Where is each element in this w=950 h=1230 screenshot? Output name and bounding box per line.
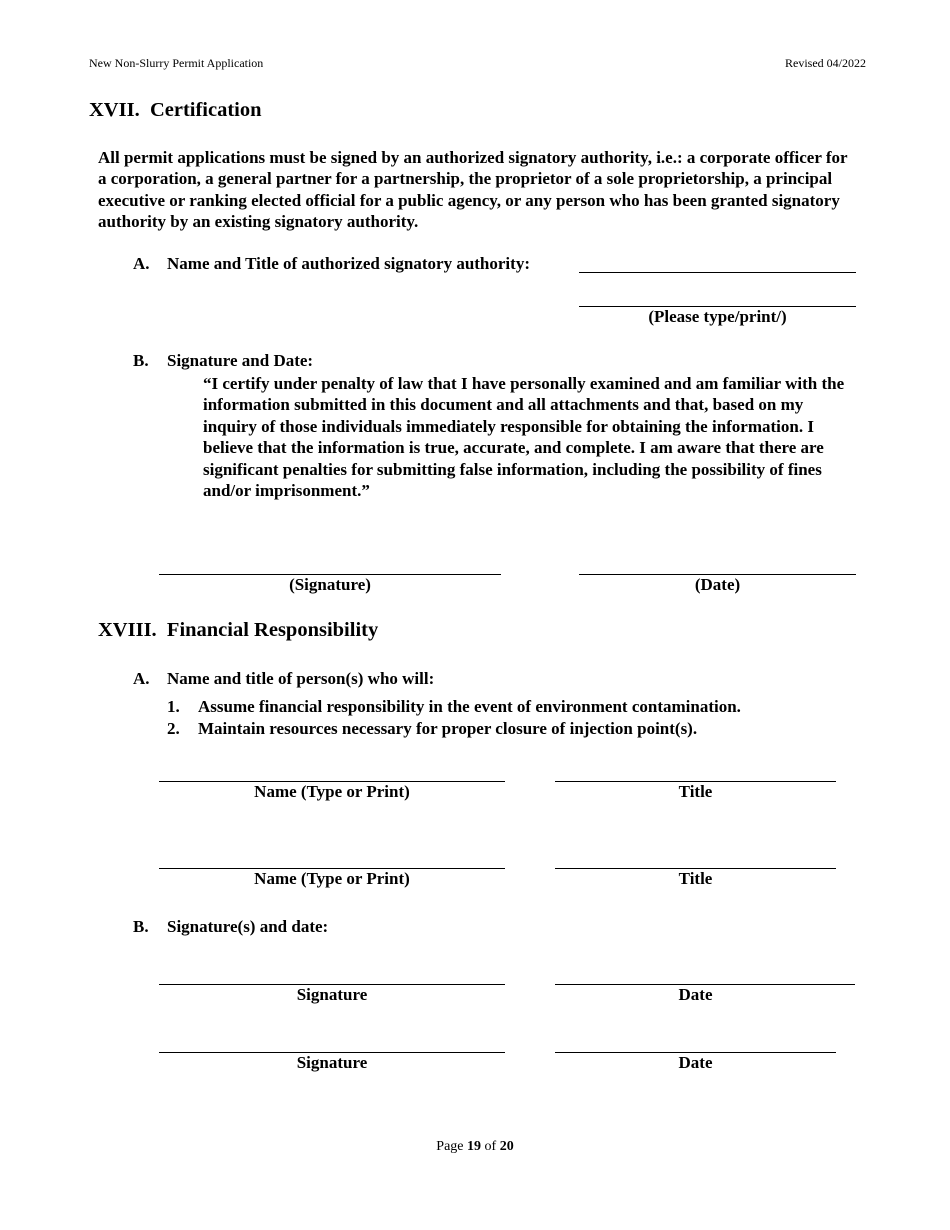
- cert-item-a-marker: A.: [133, 254, 150, 273]
- page-number: [0, 1139, 950, 1155]
- fin-title-label: Title: [678, 869, 713, 888]
- page-of: of: [484, 1139, 497, 1154]
- signatory-name-line[interactable]: [579, 272, 856, 273]
- cert-date-label: (Date): [694, 575, 741, 594]
- fin-item-b-marker: B.: [133, 917, 149, 936]
- current-page: 19: [467, 1139, 482, 1154]
- fin-item-a-label: Name and title of person(s) who will:: [167, 669, 435, 688]
- total-pages: 20: [499, 1139, 514, 1154]
- fin-title-label: Title: [678, 782, 713, 801]
- cert-signature-label: (Signature): [289, 575, 371, 594]
- cert-item-b-marker: B.: [133, 351, 149, 370]
- fin-list-num: 1.: [167, 697, 180, 716]
- cert-item-b-label: Signature and Date:: [167, 351, 314, 370]
- fin-signature-label: Signature: [296, 985, 368, 1004]
- fin-name-label: Name (Type or Print): [254, 782, 410, 801]
- fin-date-label: Date: [678, 1053, 713, 1072]
- please-type-print-note: (Please type/print/): [648, 307, 787, 326]
- header-doc-title: New Non-Slurry Permit Application: [89, 56, 264, 70]
- certification-statement: “I certify under penalty of law that I have personally examined and am familiar with the information submitted in this document and all attachments and that, based on my inquiry of those individuals immediately responsible for obtaining the information. I believe that the information is true, accurate, and complete. I am aware that there are significant penalties for submitting false information, including the possibility of fines and/or imprisonment.”: [203, 374, 845, 501]
- header-revision: Revised 04/2022: [785, 56, 866, 70]
- certification-heading: XVII. Certification: [89, 99, 262, 121]
- fin-item-a-marker: A.: [133, 669, 150, 688]
- fin-list-item: Assume financial responsibility in the event of environment contamination.: [198, 697, 741, 716]
- fin-list-item: Maintain resources necessary for proper closure of injection point(s).: [198, 719, 698, 738]
- financial-heading: XVIII. Financial Responsibility: [98, 619, 379, 641]
- certification-intro: All permit applications must be signed by an authorized signatory authority, i.e.: a corporate officer for a corporation, a general partner for a partnership, the proprietor of a sole proprietorship, a principal executive or ranking elected official for a public agency, or any person who has been granted signatory authority by an existing signatory authority.: [98, 148, 848, 232]
- fin-name-label: Name (Type or Print): [254, 869, 410, 888]
- fin-date-label: Date: [678, 985, 713, 1004]
- fin-item-b-label: Signature(s) and date:: [167, 917, 329, 936]
- fin-list-num: 2.: [167, 719, 180, 738]
- fin-signature-label: Signature: [296, 1053, 368, 1072]
- cert-item-a-label: Name and Title of authorized signatory authority:: [167, 254, 530, 273]
- page-prefix: Page: [436, 1139, 464, 1154]
